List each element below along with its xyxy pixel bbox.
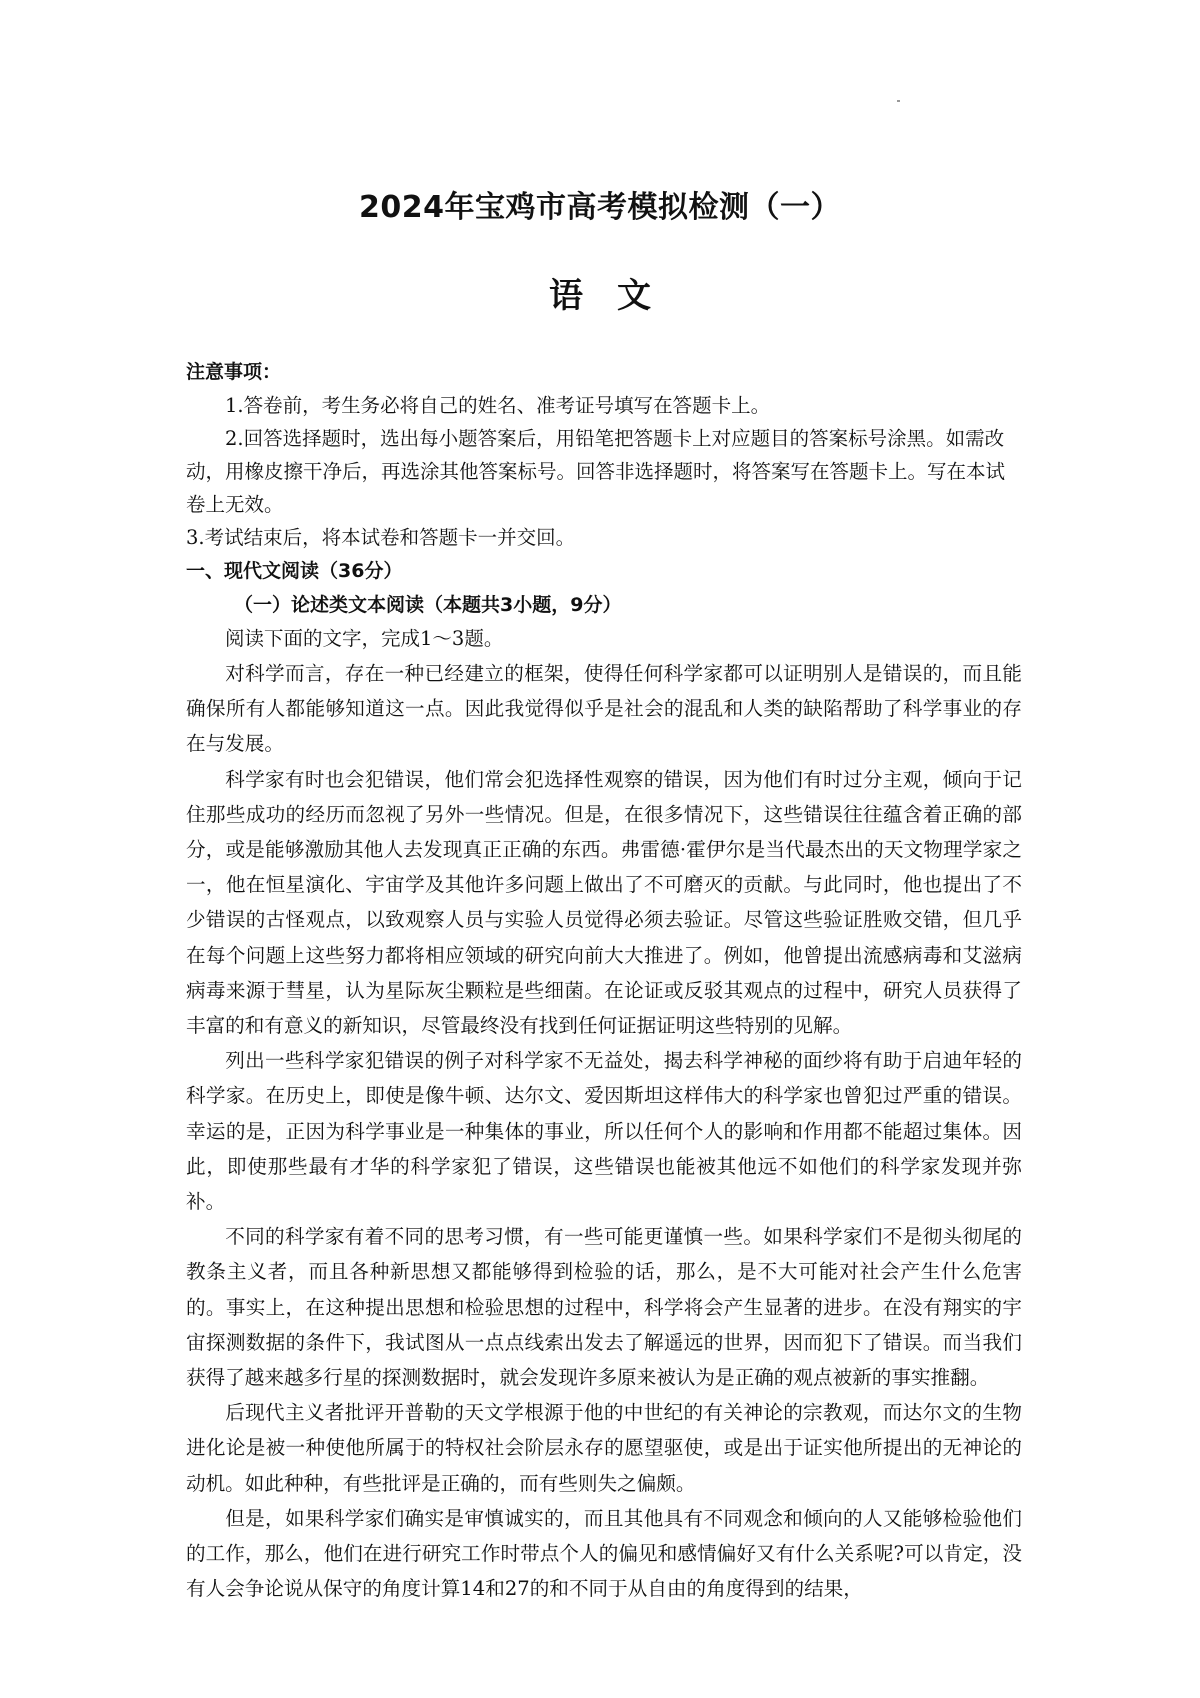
exam-body: [186, 356, 1022, 1606]
section-heading: 一、现代文阅读（36分）: [186, 560, 403, 582]
notice-item: 1.答卷前，考生务必将自己的姓名、准考证号填写在答题卡上。: [225, 394, 771, 417]
passage-paragraph: 不同的科学家有着不同的思考习惯，有一些可能更谨慎一些。如果科学家们不是彻头彻尾的教条主义者，而且各种新思想又都能够得到检验的话，那么，是不大可能对社会产生什么危害的。事实上，在这种提出思想和检验思想的过程中，科学将会产生显著的进步。在没有翔实的宇宙探测数据的条件下，我试图从一点点线索出发去了解遥远的世界，因而犯下了错误。而当我们获得了越来越多行星的探测数据时，就会发现许多原来被认为是正确的观点被新的事实推翻。: [186, 1225, 1022, 1390]
passage-paragraph: 列出一些科学家犯错误的例子对科学家不无益处，揭去科学神秘的面纱将有助于启迪年轻的科学家。在历史上，即使是像牛顿、达尔文、爱因斯坦这样伟大的科学家也曾犯过严重的错误。幸运的是，正因为科学事业是一种集体的事业，所以任何个人的影响和作用都不能超过集体。因此，即使那些最有才华的科学家犯了错误，这些错误也能被其他远不如他们的科学家发现并弥补。: [186, 1049, 1022, 1214]
subject-title: 语文: [549, 276, 685, 316]
notice-title: 注意事项：: [186, 361, 282, 383]
notice-block: [186, 356, 1022, 554]
scan-speck: [897, 100, 900, 102]
notice-item: 3.考试结束后，将本试卷和答题卡一并交回。: [186, 526, 576, 549]
passage-paragraph: 科学家有时也会犯错误，他们常会犯选择性观察的错误，因为他们有时过分主观，倾向于记住那些成功的经历而忽视了另外一些情况。但是，在很多情况下，这些错误往往蕴含着正确的部分，或是能够激励其他人去发现真正正确的东西。弗雷德·霍伊尔是当代最杰出的天文物理学家之一，他在恒星演化、宇宙学及其他许多问题上做出了不可磨灭的贡献。与此同时，他也提出了不少错误的古怪观点，以致观察人员与实验人员觉得必须去验证。尽管这些验证胜败交错，但几乎在每个问题上这些努力都将相应领域的研究向前大大推进了。例如，他曾提出流感病毒和艾滋病病毒来源于彗星，认为星际灰尘颗粒是些细菌。在论证或反驳其观点的过程中，研究人员获得了丰富的和有意义的新知识，尽管最终没有找到任何证据证明这些特别的见解。: [186, 767, 1022, 1038]
passage-paragraph: 但是，如果科学家们确实是审慎诚实的，而且其他具有不同观念和倾向的人又能够检验他们的工作，那么，他们在进行研究工作时带点个人的偏见和感情偏好又有什么关系呢?可以肯定，没有人会争论说从保守的角度计算14和27的和不同于从自由的角度得到的结果，: [186, 1506, 1022, 1601]
reading-instruction: 阅读下面的文字，完成1～3题。: [225, 627, 504, 650]
reading-passage: [186, 656, 1022, 1606]
notice-item: 2.回答选择题时，选出每小题答案后，用铅笔把答题卡上对应题目的答案标号涂黑。如需改动，用橡皮擦干净后，再选涂其他答案标号。回答非选择题时，将答案写在答题卡上。写在本试卷上无效。: [186, 427, 1006, 516]
subsection-heading: （一）论述类文本阅读（本题共3小题，9分）: [234, 594, 622, 616]
passage-paragraph: 后现代主义者批评开普勒的天文学根源于他的中世纪的有关神论的宗教观，而达尔文的生物进化论是被一种使他所属于的特权社会阶层永存的愿望驱使，或是出于证实他所提出的无神论的动机。如此种种，有些批评是正确的，而有些则失之偏颇。: [186, 1401, 1022, 1495]
exam-title: 2024年宝鸡市高考模拟检测（一）: [359, 190, 841, 225]
passage-paragraph: 对科学而言，存在一种已经建立的框架，使得任何科学家都可以证明别人是错误的，而且能确保所有人都能够知道这一点。因此我觉得似乎是社会的混乱和人类的缺陷帮助了科学事业的存在与发展。: [186, 662, 1022, 756]
